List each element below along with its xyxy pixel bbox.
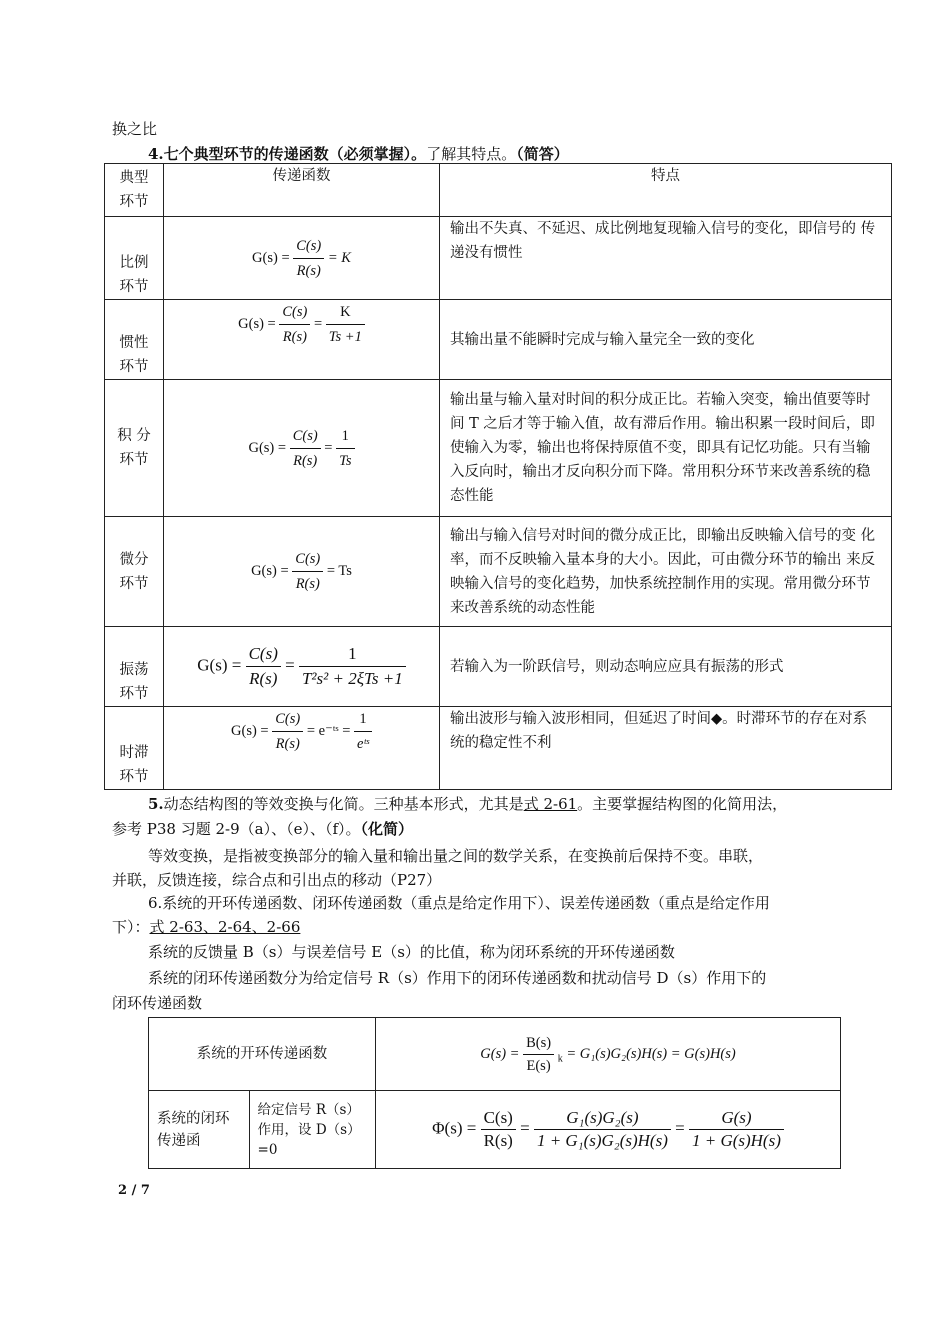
closed-loop-condition: 给定信号 R（s） 作用，设 D（s）=0 bbox=[249, 1091, 375, 1169]
section-number: 5. bbox=[148, 795, 164, 813]
formula bbox=[164, 707, 440, 790]
numerator: K bbox=[340, 304, 351, 320]
formula-lhs: G(s) = bbox=[480, 1045, 520, 1062]
row-name: 时滞环节 bbox=[105, 707, 164, 790]
fraction bbox=[299, 642, 406, 691]
table-row bbox=[105, 380, 892, 517]
denominator: Ts +1 bbox=[326, 324, 365, 349]
section4-heading bbox=[148, 143, 569, 165]
numerator: C(s) bbox=[275, 711, 301, 727]
section6-para3: 闭环传递函数 bbox=[112, 994, 203, 1012]
header-type: 典型环节 bbox=[105, 164, 164, 217]
denominator: 1 + G₁(s)G₂(s)H(s) bbox=[534, 1129, 671, 1152]
table-row bbox=[105, 707, 892, 790]
row-name: 比例环节 bbox=[105, 217, 164, 300]
numerator: C(s) bbox=[292, 427, 318, 444]
formula-reference: 式 2-63、2-64、2-66 bbox=[149, 918, 301, 936]
numerator: C(s) bbox=[282, 304, 308, 320]
heading-tag: （简答） bbox=[516, 145, 569, 163]
numerator: C(s) bbox=[248, 644, 278, 663]
system-function-table bbox=[148, 1017, 841, 1169]
section5-para2: 并联，反馈连接，综合点和引出点的移动（P27） bbox=[112, 871, 442, 889]
table-row bbox=[105, 300, 892, 380]
page-number: 2 / 7 bbox=[118, 1183, 150, 1198]
subscript: k bbox=[557, 1053, 563, 1065]
fraction bbox=[326, 300, 365, 349]
formula bbox=[164, 217, 440, 300]
denominator: R(s) bbox=[293, 258, 324, 283]
table-row bbox=[105, 517, 892, 627]
fraction bbox=[279, 300, 310, 349]
formula-reference: 式 2-61 bbox=[523, 795, 578, 813]
closed-loop-label: 系统的闭环传递函 bbox=[149, 1091, 250, 1169]
denominator: R(s) bbox=[272, 731, 303, 756]
fraction bbox=[336, 424, 354, 473]
fraction bbox=[290, 424, 321, 473]
numerator: G(s) bbox=[721, 1108, 752, 1127]
text: 参考 P38 习题 2-9（a）、（e）、（f）。 bbox=[112, 820, 361, 838]
numerator: C(s) bbox=[295, 551, 321, 567]
section6-para1: 系统的反馈量 B（s）与误差信号 E（s）的比值，称为闭环系统的开环传递函数 bbox=[148, 943, 675, 961]
fragment-text: 换之比 bbox=[112, 120, 158, 138]
denominator: 1 + G(s)H(s) bbox=[689, 1129, 784, 1152]
numerator: 1 bbox=[359, 711, 367, 727]
formula-lhs: G(s) = bbox=[197, 655, 242, 675]
denominator: T²s² + 2ξTs +1 bbox=[299, 666, 406, 691]
feature-text: 输出与输入信号对时间的微分成正比，即输出反映输入信号的变 化率，而不反映输入量本身的大小。因此，可由微分环节的输出 来反映输入信号的变化趋势，加快系统控制作用的实现。常用微分环节来改善系统的动态性能 bbox=[440, 517, 892, 627]
formula-rhs: = K bbox=[327, 249, 351, 266]
heading-plain: 了解其特点。 bbox=[426, 145, 517, 163]
fraction bbox=[523, 1032, 554, 1077]
feature-text: 若输入为一阶跃信号，则动态响应应具有振荡的形式 bbox=[440, 627, 892, 707]
table-row bbox=[149, 1091, 841, 1169]
formula bbox=[164, 517, 440, 627]
row-name: 微分环节 bbox=[105, 517, 164, 627]
denominator: E(s) bbox=[523, 1054, 554, 1077]
numerator: B(s) bbox=[526, 1034, 552, 1051]
table-row bbox=[105, 627, 892, 707]
denominator: Ts bbox=[336, 448, 354, 473]
fraction bbox=[689, 1107, 784, 1152]
open-loop-label: 系统的开环传递函数 bbox=[149, 1018, 376, 1091]
denominator: R(s) bbox=[246, 666, 281, 691]
formula-lhs: Φ(s) = bbox=[432, 1118, 477, 1138]
section6-line1: 6.系统的开环传递函数、闭环传递函数（重点是给定作用下）、误差传递函数（重点是给定作用 bbox=[148, 894, 770, 912]
section6-line2 bbox=[112, 916, 300, 938]
formula-lhs: G(s) = bbox=[231, 722, 269, 739]
header-function: 传递函数 bbox=[164, 164, 440, 217]
row-name: 惯性环节 bbox=[105, 300, 164, 380]
heading-number: 4. bbox=[148, 145, 164, 163]
section5-line1 bbox=[148, 793, 787, 815]
formula: G(s) = $\frac{C(s)}{R(s)}$ = $\frac{K}{Ts +1}$ bbox=[164, 300, 440, 380]
numerator: 1 bbox=[348, 644, 357, 663]
section5-line2 bbox=[112, 818, 413, 840]
table-row bbox=[105, 217, 892, 300]
feature-text: 输出不失真、不延迟、成比例地复现输入信号的变化，即信号的 传递没有惯性 bbox=[440, 217, 892, 300]
fraction bbox=[354, 707, 372, 756]
header-feature: 特点 bbox=[440, 164, 892, 217]
fraction bbox=[293, 234, 324, 283]
fraction bbox=[481, 1107, 516, 1152]
denominator: eᵗˢ bbox=[354, 731, 372, 756]
section6-para2: 系统的闭环传递函数分为给定信号 R（s）作用下的闭环传递函数和扰动信号 D（s）作用下的 bbox=[148, 969, 767, 987]
numerator: 1 bbox=[341, 427, 349, 444]
denominator: R(s) bbox=[292, 571, 323, 596]
row-name: 振荡环节 bbox=[105, 627, 164, 707]
text: 下）： bbox=[112, 918, 150, 936]
formula-rhs: = G₁(s)G₂(s)H(s) = G(s)H(s) bbox=[566, 1045, 736, 1062]
text: 动态结构图的等效变换与化简。三种基本形式，尤其是 bbox=[163, 795, 524, 813]
feature-text: 其输出量不能瞬时完成与输入量完全一致的变化 bbox=[440, 300, 892, 380]
formula-lhs: G(s) = bbox=[252, 249, 290, 266]
text: 。主要掌握结构图的化简用法， bbox=[577, 795, 788, 813]
numerator: G₁(s)G₂(s) bbox=[566, 1108, 639, 1127]
tag: （化简） bbox=[360, 820, 414, 838]
feature-text: 输出波形与输入波形相同，但延迟了时间◆。时滞环节的存在对系统的稳定性不利 bbox=[440, 707, 892, 790]
section5-para1: 等效变换，是指被变换部分的输入量和输出量之间的数学关系，在变换前后保持不变。串联， bbox=[148, 847, 764, 865]
formula-lhs: G(s) = bbox=[238, 315, 276, 332]
numerator: C(s) bbox=[296, 237, 322, 254]
fraction bbox=[292, 547, 323, 596]
formula-mid: = e⁻ᵗˢ = bbox=[306, 722, 351, 739]
denominator: R(s) bbox=[481, 1129, 516, 1152]
row-name: 积 分环节 bbox=[105, 380, 164, 517]
table-row bbox=[149, 1018, 841, 1091]
formula-lhs: G(s) = bbox=[251, 562, 289, 579]
formula: G(s) = $\frac{C(s)}{R(s)}$ = $\frac{1}{\text{T²s² + 2ξTs +1}}$ bbox=[164, 627, 440, 707]
numerator: C(s) bbox=[483, 1108, 513, 1127]
formula-rhs: = Ts bbox=[326, 562, 352, 579]
fraction bbox=[534, 1107, 671, 1152]
denominator: R(s) bbox=[279, 324, 310, 349]
closed-loop-formula: Φ(s) = $\frac{C(s)}{R(s)}$ = $\frac{\text{G₁(s)G₂(s)}}{\text{1 + G₁(s)G₂(s)H(s)}}$ = $\frac{G(s)}{1 + G(s)H(s)}$ bbox=[376, 1091, 841, 1169]
formula: G(s) = $\frac{C(s)}{R(s)}$ = $\frac{1}{Ts}$ bbox=[164, 380, 440, 517]
denominator: R(s) bbox=[290, 448, 321, 473]
open-loop-formula bbox=[376, 1018, 841, 1091]
fraction bbox=[272, 707, 303, 756]
fraction bbox=[246, 642, 281, 691]
heading-bold: 七个典型环节的传递函数（必须掌握）。 bbox=[163, 145, 427, 163]
transfer-function-table bbox=[104, 163, 892, 790]
formula-lhs: G(s) = bbox=[248, 439, 287, 456]
feature-text: 输出量与输入量对时间的积分成正比。若输入突变，输出值要等时间 T 之后才等于输入值，故有滞后作用。输出积累一段时间后，即使输入为零，输出也将保持原值不变，即具有记忆功能。只有当输入反向时，输出才反向积分而下降。常用积分环节来改善系统的稳态性能 bbox=[440, 380, 892, 517]
